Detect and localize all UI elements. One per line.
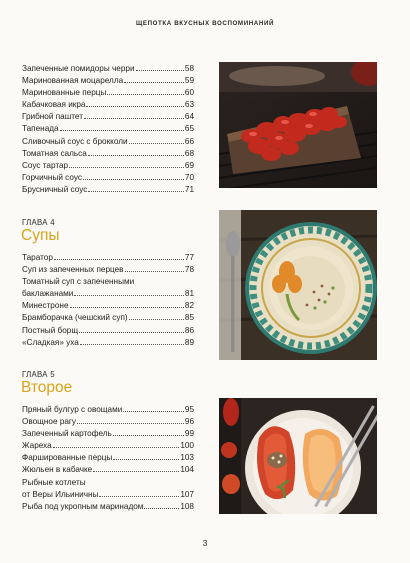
toc-entry — [22, 312, 194, 324]
toc-entry-page: 81 — [184, 289, 194, 299]
toc-entry-title: Таратор — [22, 253, 53, 262]
toc-entry-title: Минестроне — [22, 301, 69, 311]
toc-entry-title: баклажанами — [22, 289, 74, 299]
toc-entry-title: Брусничный соус — [22, 184, 88, 194]
toc-entry-page: 77 — [184, 253, 194, 262]
chapter-5-title: Второе — [21, 379, 73, 396]
toc-entry-title: Суп из запеченных перцев — [22, 265, 124, 275]
toc-entry-page: 85 — [184, 313, 194, 323]
toc-entry-title: Пряный булгур с овощами — [22, 405, 123, 414]
toc-entry-page: 64 — [184, 112, 194, 122]
toc-entry-title: Жюльен в кабачке — [22, 465, 93, 475]
toc-entry-title: Брамборачка (чешский суп) — [22, 313, 128, 323]
toc-entry-page: 59 — [184, 76, 194, 86]
toc-entry — [22, 440, 194, 452]
toc-entry — [22, 99, 194, 111]
toc-entry-first-line: Томатный суп с запеченными — [22, 277, 135, 287]
toc-entry-page: 99 — [184, 429, 194, 439]
toc-entry-page: 82 — [184, 301, 194, 311]
toc-entry — [22, 300, 194, 312]
toc-entry-page: 60 — [184, 88, 194, 98]
toc-entry-title: Маринованные перцы — [22, 88, 107, 98]
toc-entry — [22, 325, 194, 337]
toc-entry-title: Постный борщ — [22, 325, 79, 335]
toc-entry-page: 58 — [184, 64, 194, 73]
photo-stuffed-peppers — [219, 398, 377, 514]
toc-section-chapter-5 — [22, 404, 194, 513]
toc-entry-page: 103 — [180, 453, 194, 463]
toc-section-sauces — [22, 63, 194, 196]
toc-entry — [22, 252, 194, 264]
toc-entry — [22, 264, 194, 276]
toc-entry — [22, 148, 194, 160]
toc-entry-page: 100 — [180, 441, 194, 451]
toc-entry — [22, 416, 194, 428]
toc-entry-page: 68 — [184, 148, 194, 158]
toc-entry — [22, 452, 194, 464]
toc-entry-title: Кабачковая икра — [22, 100, 86, 110]
toc-entry-title: Томатная сальса — [22, 148, 87, 158]
toc-entry-title: Фаршированные перцы — [22, 453, 113, 463]
toc-entry — [22, 63, 194, 75]
toc-entry-page: 86 — [184, 325, 194, 335]
chapter-4-title: Супы — [21, 227, 60, 244]
toc-entry-page: 69 — [184, 160, 194, 170]
toc-entry-title: Горчичный соус — [22, 172, 82, 182]
toc-entry-page: 104 — [180, 465, 194, 475]
toc-entry — [22, 501, 194, 513]
toc-entry — [22, 111, 194, 123]
toc-entry-page: 65 — [184, 124, 194, 134]
chapter-5-label: ГЛАВА 5 — [22, 370, 55, 379]
running-title: ЩЕПОТКА ВКУСНЫХ ВОСПОМИНАНИЙ — [135, 20, 275, 27]
toc-entry-page: 89 — [184, 337, 194, 347]
photo-tomato-bruschetta — [219, 62, 377, 188]
toc-entry — [22, 489, 194, 501]
toc-entry-title: от Веры Ильиничны — [22, 489, 99, 499]
toc-entry-title: Овощное рагу — [22, 417, 77, 427]
toc-entry — [22, 160, 194, 172]
toc-entry — [22, 87, 194, 99]
toc-section-chapter-4 — [22, 252, 194, 349]
toc-entry-title: Жареха — [22, 441, 52, 451]
toc-entry-title: Сливочный соус с брокколи — [22, 136, 128, 146]
toc-entry-title: Маринованная моцарелла — [22, 76, 124, 86]
toc-entry-title: Запеченные помидоры черри — [22, 64, 135, 73]
toc-entry-title: Рыба под укропным маринадом — [22, 501, 144, 511]
toc-entry — [22, 464, 194, 476]
toc-entry-page: 108 — [180, 501, 194, 511]
toc-entry-title: Запеченный картофель — [22, 429, 112, 439]
toc-entry — [22, 172, 194, 184]
toc-entry — [22, 337, 194, 349]
toc-entry — [22, 404, 194, 416]
toc-entry-title: Грибной паштет — [22, 112, 83, 122]
toc-entry — [22, 428, 194, 440]
toc-entry-page: 78 — [184, 265, 194, 275]
toc-entry-page: 63 — [184, 100, 194, 110]
toc-entry-title: «Сладкая» уха — [22, 337, 79, 347]
toc-entry — [22, 123, 194, 135]
toc-entry-title: Тапенада — [22, 124, 59, 134]
toc-entry-first-line: Рыбные котлеты — [22, 477, 86, 487]
toc-entry-page: 96 — [184, 417, 194, 427]
toc-entry — [22, 288, 194, 300]
toc-entry-page: 70 — [184, 172, 194, 182]
toc-entry-page: 71 — [184, 184, 194, 194]
chapter-4-label: ГЛАВА 4 — [22, 218, 55, 227]
toc-entry-page: 107 — [180, 489, 194, 499]
toc-entry-page: 66 — [184, 136, 194, 146]
toc-entry — [22, 136, 194, 148]
toc-entry — [22, 184, 194, 196]
photo-soup-bowl — [219, 210, 377, 360]
toc-entry-title: Соус тартар — [22, 160, 69, 170]
toc-entry — [22, 75, 194, 87]
toc-entry-page: 95 — [184, 405, 194, 414]
page-number: 3 — [202, 538, 208, 548]
